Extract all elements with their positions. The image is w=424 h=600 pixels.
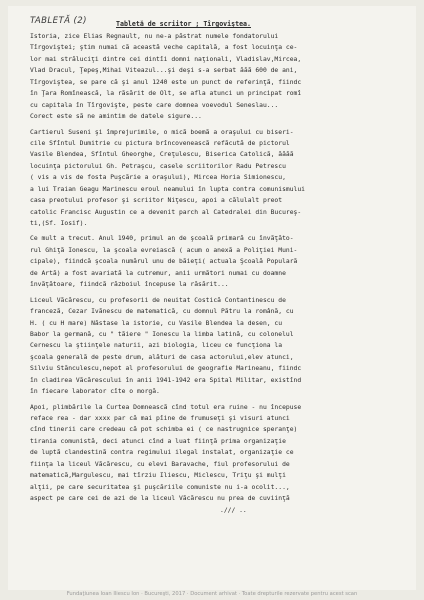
handwritten-label: TABLETĂ (2) [30,16,87,26]
text-line: Istoria, zice Elias Regnault, nu ne-a păstrat numele fondatorului [30,33,279,40]
text-line: Vasile Blendea, Sfîntul Gheorghe, Creţulescu, Biserica Catolică, ăăăă [30,151,294,159]
text-line: în fiecare laborator cîte o morgă. [30,388,160,396]
text-line: cînd tinerii care credeau că pot schimba ei ( ce nastrugnice speranţe) [30,426,298,434]
text-line: Cartierul Suseni şi împrejurimile, o mică boemă a oraşului cu biseri- [30,128,294,136]
text-line: în cladirea Văcărescului în anii 1941-1942 era Spital Militar, existînd [30,376,302,384]
text-line: alţii, pe care securitatea şi puşcăriile comuniste nu i-a ocolit..., [30,483,290,491]
text-line: Vlad Dracul, Ţepeş,Mihai Viteazul...şi deşi s-a serbat ăăă 600 de ani, [30,67,298,75]
text-line: reface rea - dar xxxx par că mai pîine de frumuseţi şi visuri atunci [30,415,290,422]
text-line: cile Sfîntul Dumitrie cu pictura brîncovenească refăcută de pictorul [30,139,290,147]
text-line: tirania comunistă, deci atunci cînd a luat fiinţă prima organizaţie [30,437,286,445]
text-line: cipale), fiindcă şcoala numărul unu de băieţi( actuala Şcoală Populară [30,258,298,266]
text-line: cu capitala în Tîrgovişte, peste care domnea voevodul Seneslau... [30,101,279,109]
text-line: Babor la germană, cu " tăiere " Ionescu la limba latină, cu colonelul [30,330,294,338]
text-line: şcoala generală de peste drum, alături de casa actorului,elev atunci, [30,353,294,361]
text-line: franceză, Cezar Ivănescu de matematică, cu domnul Pătru la română, cu [30,308,294,316]
text-line: ti,(Sf. Iosif). [30,220,88,227]
document-title: Tabletă de scriitor ; Tîrgoviştea. [116,20,251,28]
text-line: locuinţa pictorului Gh. Petraşcu, casele scriitorilor Radu Petrescu [30,162,286,170]
text-line: casa preotului profesor şi scriitor Niţescu, apoi a călulalt preot [30,197,283,205]
text-line: a lui Traian Geagu Marinescu eroul neamului în lupta contra comunismului [30,185,305,193]
text-line: Cernescu la ştiinţele naturii, azi biologia, liceu ce funcţiona la [30,342,283,350]
text-line: Ce mult a trecut. Anul 1940, primul an de şcoală primară cu învăţăto- [30,235,294,243]
text-line: Silviu Stănculescu,nepot al profesorului de geografie Marineanu, fiindc [30,365,302,373]
text-line: ( vis a vis de fosta Puşcărie a oraşului), Mircea Horia Simionescu, [30,174,286,182]
text-line: Apoi, plimbările la Curtea Domnească cînd totul era ruine - nu începuse [30,403,302,411]
text-line: în Ţara Romînească, la răsărit de Olt, se afla atunci un principat romî [30,90,302,98]
text-line: de luptă clandestină contra regimului ilegal instalat, organizaţie ce [30,449,294,457]
scan-watermark: Fundaţiunea Ioan Iliescu Ion · Bucureşti, 2017 · Document arhivat · Toate drepturile rezervate pentru acest scan [66,591,358,597]
text-line: Tîrgoviştei; ştim numai că această veche capitală, a fost locuinţa ce- [30,44,298,52]
document-page [8,6,416,590]
text-line: H. ( cu H mare) Năstase la istorie, cu Vasile Blendea la desen, cu [30,319,283,327]
text-line: lor mai străluciţi dintre cei dintîi domni naţionali, Vladislav,Mircea, [30,55,302,63]
text-line: rul Ghiţă Ionescu, la şcoala evreiască ( acum o anexă a Poliţiei Muni- [30,246,298,254]
typewritten-body [30,31,422,516]
text-line: aspect pe care cei de azi de la liceul Văcărescu nu prea de cuviinţă [30,495,290,503]
text-line: Tîrgoviştea, se pare că şi anul 1240 este un punct de referinţă, fiindc [30,78,302,86]
end-mark: ./// .. [220,506,247,514]
text-line: fiinţa la liceul Văcărescu, cu elevi Baravache, fiul profesorului de [30,460,290,468]
text-line: Liceul Văcărescu, cu profesorii de neuitat Costică Contantinescu de [30,296,286,304]
text-line: învăţătoare, fiindcă războiul începuse la răsărit... [30,281,229,289]
text-line: de Artă) a fost avariată la cutremur, anii următori numai cu doamne [30,269,286,277]
text-line: catolic Francisc Augustin ce a devenit parch al Catedralei din Bucureş- [30,208,302,216]
text-line: matematică,Margulescu, mai tîrziu Iliescu, Miclescu, Triţu şi mulţi [30,472,286,480]
text-line: Corect este să ne amintim de datele sigure... [30,113,202,121]
